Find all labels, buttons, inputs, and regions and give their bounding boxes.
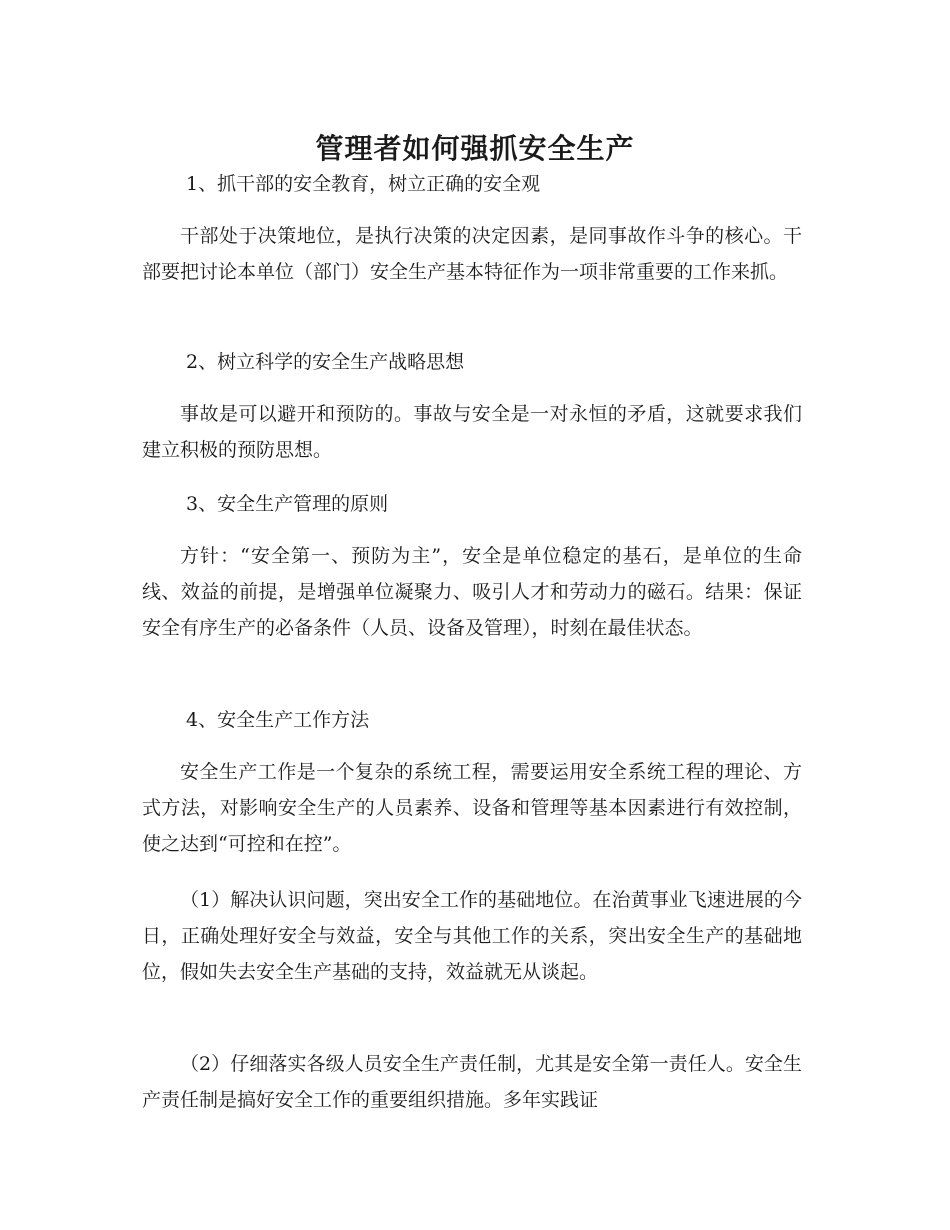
section-3-heading: 3、安全生产管理的原则 — [186, 493, 389, 515]
section-4-paragraph-2: （1）解决认识问题，突出安全工作的基础地位。在治黄事业飞速进展的今日，正确处理好安全与效益，安全与其他工作的关系，突出安全生产的基础地位，假如失去安全生产基础的支持，效益就无从谈起。 — [142, 889, 802, 983]
section-1-paragraph-1: 干部处于决策地位，是执行决策的决定因素，是同事故作斗争的核心。干部要把讨论本单位（部门）安全生产基本特征作为一项非常重要的工作来抓。 — [142, 225, 802, 283]
section-2-heading: 2、树立科学的安全生产战略思想 — [186, 351, 465, 373]
section-4-paragraph-3: （2）仔细落实各级人员安全生产责任制，尤其是安全第一责任人。安全生产责任制是搞好安全工作的重要组织措施。多年实践证 — [142, 1053, 802, 1111]
section-2-paragraph-1: 事故是可以避开和预防的。事故与安全是一对永恒的矛盾，这就要求我们建立积极的预防思想。 — [142, 403, 802, 461]
section-4-paragraph-1: 安全生产工作是一个复杂的系统工程，需要运用安全系统工程的理论、方式方法，对影响安全生产的人员素养、设备和管理等基本因素进行有效控制，使之达到“可控和在控”。 — [142, 761, 802, 855]
document-title: 管理者如何强抓安全生产 — [315, 131, 635, 165]
section-4-heading: 4、安全生产工作方法 — [186, 709, 370, 731]
section-3-paragraph-1: 方针：“安全第一、预防为主”，安全是单位稳定的基石，是单位的生命线、效益的前提，是增强单位凝聚力、吸引人才和劳动力的磁石。结果：保证安全有序生产的必备条件（人员、设备及管理），时刻在最佳状态。 — [142, 545, 802, 639]
section-1-heading: 1、抓干部的安全教育，树立正确的安全观 — [186, 173, 541, 195]
